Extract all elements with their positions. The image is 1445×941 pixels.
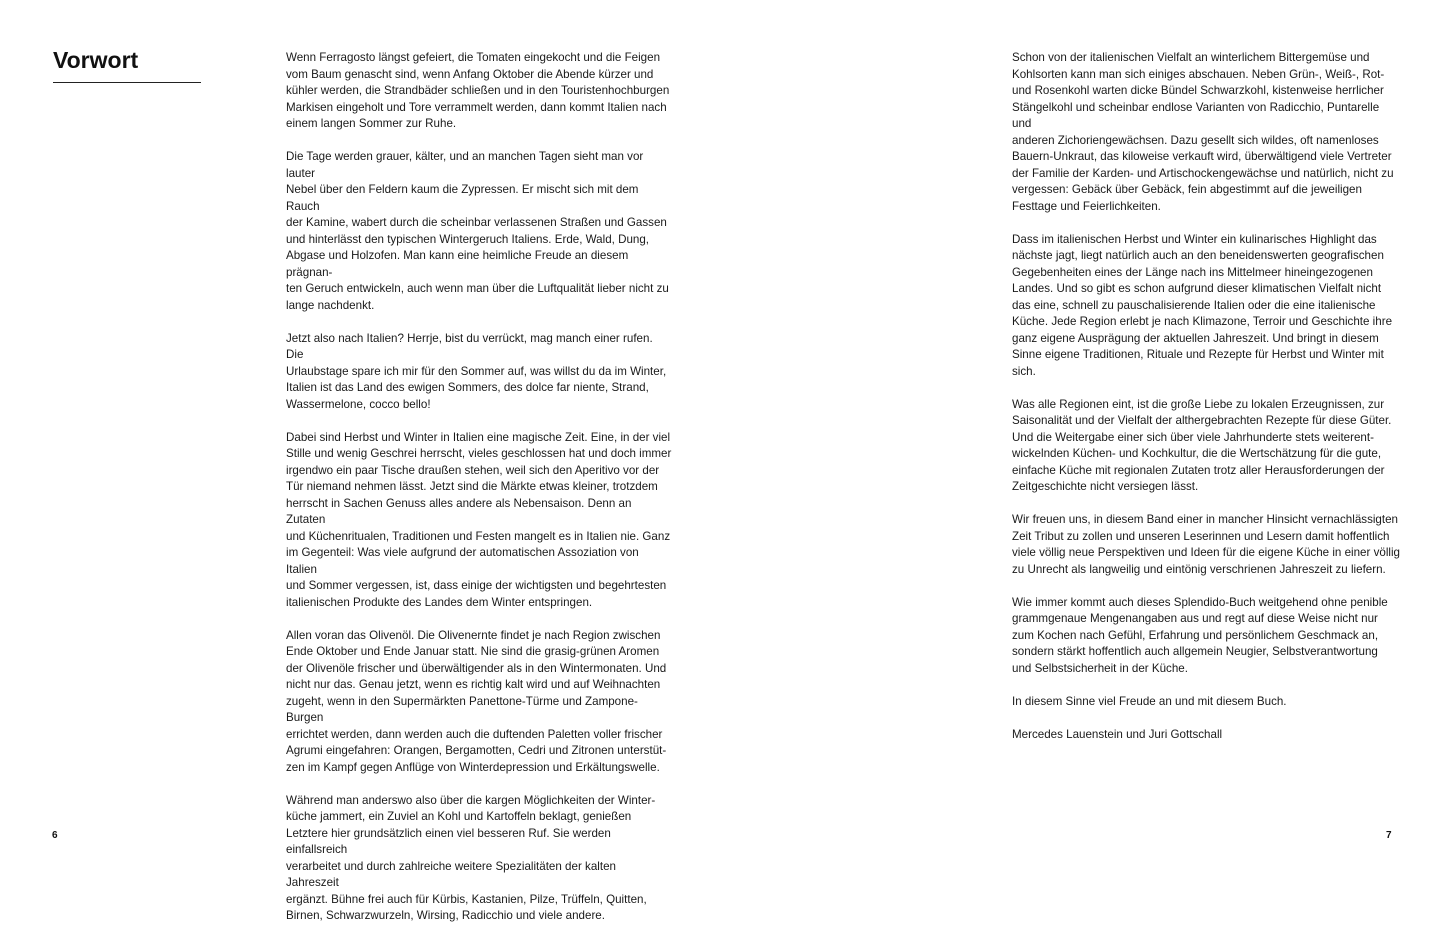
paragraph: Wie immer kommt auch dieses Splendido-Buch weitgehend ohne penible grammgenaue Mengenangaben aus und regt auf diese Weise nicht nur zum Kochen nach Gefühl, Erfahrung und persönlichem Geschmack an, sondern stärkt hoffentlich auch allgemein Neugier, Selbstverantwortung und Selbstsicherheit in der Küche.: [1012, 595, 1388, 675]
paragraph: Die Tage werden grauer, kälter, und an manchen Tagen sieht man vor lauter Nebel über den Feldern kaum die Zypressen. Er mischt sich mit dem Rauch der Kamine, wabert durch die scheinbar verlassenen Straßen und Gassen und hinterlässt den typischen Wintergeruch Italiens. Erde, Wald, Dung, Abgase und Holzofen. Man kann eine heimliche Freude an diesem prägnan- ten Geruch entwickeln, auch wenn man über die Luftqualität lieber nicht zu lange nachdenkt.: [286, 150, 669, 312]
right-text-column: [1012, 50, 1400, 760]
page-number-right: 7: [1386, 830, 1392, 841]
author-signature: Mercedes Lauenstein und Juri Gottschall: [1012, 727, 1223, 741]
paragraph: Was alle Regionen eint, ist die große Liebe zu lokalen Erzeugnissen, zur Saisonalität und der Vielfalt der althergebrachten Rezepte für diese Güter. Und die Weitergabe einer sich über viele Jahrhunderte stets weiterent- wickelnden Küchen- und Kochkultur, die die Wertschätzung für die gute, einfache Küche mit regionalen Zutaten trotz aller Herausforderungen der Zeitgeschichte nicht versiegen lässt.: [1012, 397, 1392, 493]
paragraph: Wenn Ferragosto längst gefeiert, die Tomaten eingekocht und die Feigen vom Baum genascht sind, wenn Anfang Oktober die Abende kürzer und kühler werden, die Strandbäder schließen und in den Touristenhochburgen Markisen eingeholt und Tore verrammelt werden, dann kommt Italien nach einem langen Sommer zur Ruhe.: [286, 51, 670, 130]
paragraph: Allen voran das Olivenöl. Die Olivenernte findet je nach Region zwischen Ende Oktober und Ende Januar statt. Nie sind die grasig-grünen Aromen der Olivenöle frischer und überwältigender als in den Wintermonaten. Und nicht nur das. Genau jetzt, wenn es richtig kalt wird und auf Weihnachten zugeht, wenn in den Supermärkten Panettone-Türme und Zampone-Burgen errichtet werden, dann werden auch die duftenden Paletten voller frischer Agrumi eingefahren: Orangen, Bergamotten, Cedri und Zitronen unterstüt- zen im Kampf gegen Anflüge von Winterdepression und Erkältungswelle.: [286, 628, 667, 774]
left-text-column: [286, 50, 672, 941]
page-number-left: 6: [52, 830, 58, 841]
paragraph: Schon von der italienischen Vielfalt an winterlichem Bittergemüse und Kohlsorten kann man sich einiges abschauen. Neben Grün-, Weiß-, Rot- und Rosenkohl warten dicke Bündel Schwarzkohl, kistenweise herrlicher Stängelkohl und scheinbar endlose Varianten von Radicchio, Puntarelle und anderen Zichoriengewächsen. Dazu gesellt sich wildes, oft namenloses Bauern-Unkraut, das kiloweise verkauft wird, überwältigend viele Vertreter der Familie der Karden- und Artischockengewächse und natürlich, nicht zu vergessen: Gebäck über Gebäck, fein abgestimmt auf die jeweiligen Festtage und Feierlichkeiten.: [1012, 51, 1394, 213]
paragraph: Dass im italienischen Herbst und Winter ein kulinarisches Highlight das nächste jagt, liegt natürlich auch an den beneidenswerten geografischen Gegebenheiten eines der Länge nach ins Mittelmeer hineingezogenen Landes. Und so gibt es schon aufgrund dieser klimatischen Vielfalt nicht das eine, schnell zu pauschalisierende Italien oder die eine italienische Küche. Jede Region erlebt je nach Klimazone, Terroir und Geschichte ihre ganz eigene Ausprägung der aktuellen Jahreszeit. Und bringt in diesem Sinne eigene Traditionen, Rituale und Rezepte für Herbst und Winter mit sich.: [1012, 232, 1393, 378]
heading-underline: [53, 82, 201, 83]
page-title: Vorwort: [53, 47, 139, 73]
paragraph: Dabei sind Herbst und Winter in Italien eine magische Zeit. Eine, in der viel Stille und wenig Geschrei herrscht, vieles geschlossen hat und doch immer irgendwo ein paar Tische draußen stehen, weil sich den Aperitivo vor der Tür niemand nehmen lässt. Jetzt sind die Märkte etwas kleiner, trotzdem herrscht in Sachen Genuss alles andere als Nebensaison. Denn an Zutaten und Küchenritualen, Traditionen und Festen mangelt es in Italien nie. Ganz im Gegenteil: Was viele aufgrund der automatischen Assoziation von Italien und Sommer vergessen, ist, dass einige der wichtigsten und begehrtesten italienischen Produkte des Landes dem Winter entspringen.: [286, 430, 672, 609]
closing-line: In diesem Sinne viel Freude an und mit diesem Buch.: [1012, 694, 1287, 708]
paragraph: Wir freuen uns, in diesem Band einer in mancher Hinsicht vernachlässigten Zeit Tribut zu zollen und unseren Leserinnen und Lesern damit hoffentlich viele völlig neue Perspektiven und Ideen für die eigene Küche in einer völlig zu Unrecht als langweilig und eintönig verschrienen Jahreszeit zu liefern.: [1012, 513, 1400, 576]
paragraph: Jetzt also nach Italien? Herrje, bist du verrückt, mag manch einer rufen. Die Urlaubstage spare ich mir für den Sommer auf, was willst du da im Winter, Italien ist das Land des ewigen Sommers, des dolce far niente, Strand, Wassermelone, cocco bello!: [286, 331, 667, 411]
heading-block: [53, 46, 201, 83]
paragraph: Während man anderswo also über die kargen Möglichkeiten der Winter- küche jammert, ein Zuviel an Kohl und Kartoffeln beklagt, genießen Letztere hier grundsätzlich einen viel besseren Ruf. Sie werden einfallsreich verarbeitet und durch zahlreiche weitere Spezialitäten der kalten Jahreszeit ergänzt. Bühne frei auch für Kürbis, Kastanien, Pilze, Trüffeln, Quitten, Birnen, Schwarzwurzeln, Wirsing, Radicchio und viele andere.: [286, 793, 656, 922]
